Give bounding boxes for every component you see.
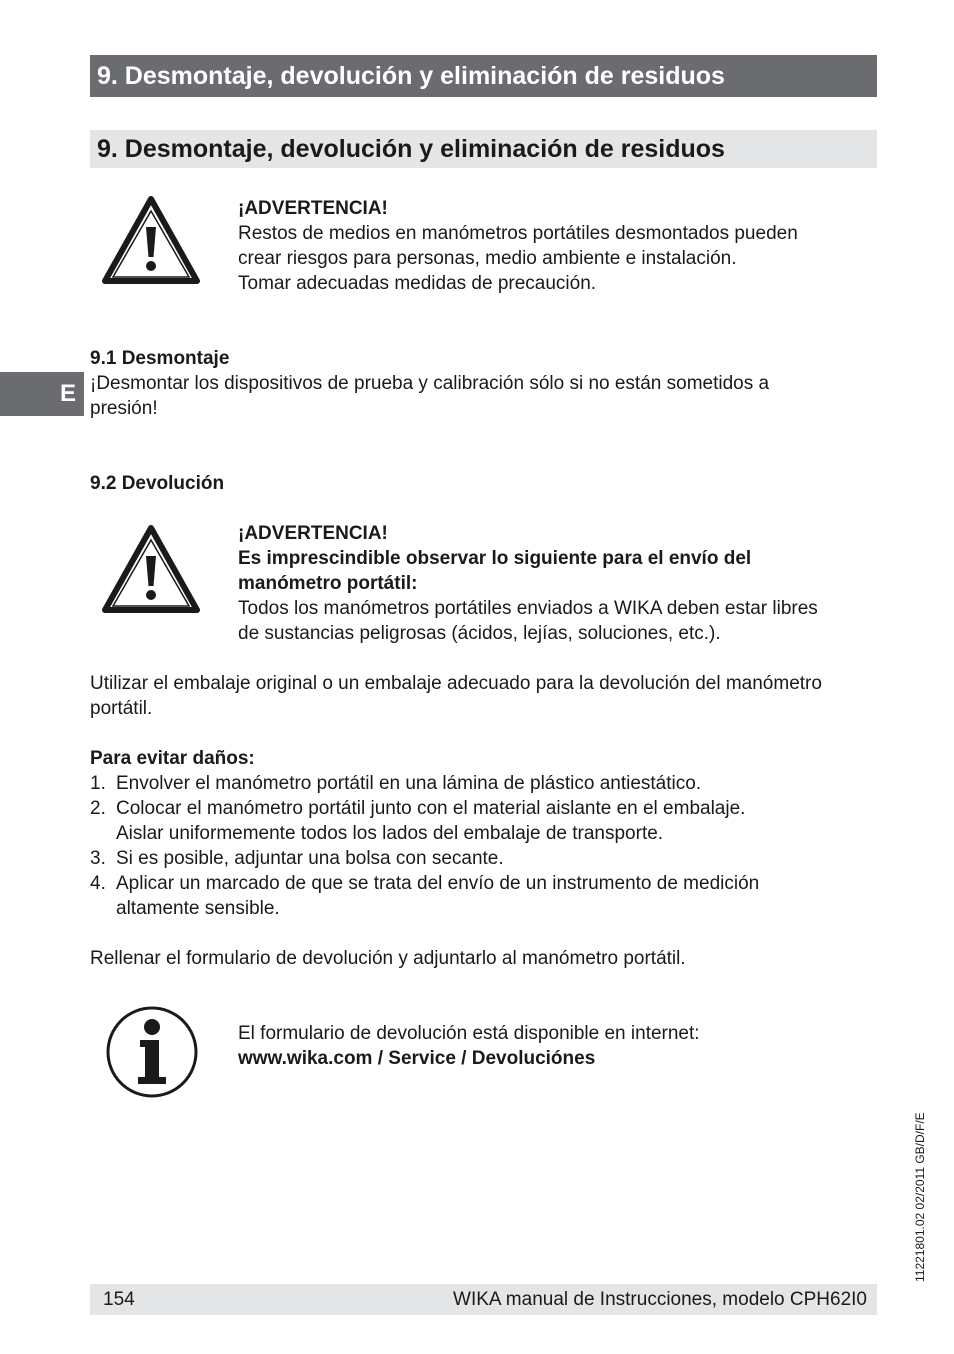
packaging-paragraph [90, 671, 822, 721]
document-code: 11221801.02 02/2011 GB/D/F/E [913, 1112, 927, 1282]
list-text-line: altamente sensible. [116, 898, 280, 919]
desmontaje-section [90, 346, 769, 421]
warning-bold-line: Es imprescindible observar lo siguiente para el envío del [238, 548, 752, 569]
warning-block-1 [238, 196, 798, 296]
list-item [90, 796, 759, 846]
language-tab: E [0, 372, 84, 416]
warning-triangle-icon [101, 193, 201, 293]
section-title: 9. Desmontaje, devolución y eliminación de residuos [90, 130, 877, 168]
warning-text-line: Todos los manómetros portátiles enviados a WIKA deben estar libres [238, 598, 818, 619]
warning-bold-line: manómetro portátil: [238, 573, 418, 594]
list-number: 4. [90, 873, 106, 894]
warning-heading: ¡ADVERTENCIA! [238, 523, 388, 544]
list-item [90, 871, 759, 921]
form-note: Rellenar el formulario de devolución y adjuntarlo al manómetro portátil. [90, 948, 686, 969]
list-text-line: Colocar el manómetro portátil junto con el material aislante en el embalaje. [116, 798, 746, 819]
body-text-line: Utilizar el embalaje original o un embalaje adecuado para la devolución del manómetro [90, 673, 822, 694]
list-text-line: Aplicar un marcado de que se trata del envío de un instrumento de medición [116, 873, 760, 894]
info-block [238, 1021, 700, 1071]
list-text-line: Envolver el manómetro portátil en una lámina de plástico antiestático. [116, 773, 702, 794]
warning-block-2 [238, 521, 818, 646]
body-text-line: presión! [90, 398, 158, 419]
damage-steps-list [90, 771, 759, 921]
warning-heading: ¡ADVERTENCIA! [238, 198, 388, 219]
info-icon [102, 1002, 202, 1102]
body-text-line: portátil. [90, 698, 153, 719]
footer-title: WIKA manual de Instrucciones, modelo CPH62I0 [453, 1289, 867, 1310]
subsection-heading: 9.2 Devolución [90, 473, 225, 494]
page-number: 154 [103, 1289, 135, 1310]
list-item [90, 846, 759, 871]
warning-text-line: de sustancias peligrosas (ácidos, lejías, soluciones, etc.). [238, 623, 721, 644]
list-number: 1. [90, 773, 106, 794]
list-text-line: Aislar uniformemente todos los lados del embalaje de transporte. [116, 823, 664, 844]
chapter-header: 9. Desmontaje, devolución y eliminación de residuos [90, 55, 877, 97]
warning-triangle-icon [101, 522, 201, 622]
list-text-line: Si es posible, adjuntar una bolsa con secante. [116, 848, 504, 869]
warning-text-line: crear riesgos para personas, medio ambiente e instalación. [238, 248, 737, 269]
list-item [90, 771, 759, 796]
subsection-heading: 9.1 Desmontaje [90, 348, 230, 369]
info-link[interactable]: www.wika.com / Service / Devoluciónes [238, 1048, 596, 1069]
warning-text-line: Tomar adecuadas medidas de precaución. [238, 273, 597, 294]
body-text-line: ¡Desmontar los dispositivos de prueba y calibración sólo si no están sometidos a [90, 373, 770, 394]
damage-heading: Para evitar daños: [90, 748, 255, 769]
info-text: El formulario de devolución está disponible en internet: [238, 1023, 700, 1044]
warning-text-line: Restos de medios en manómetros portátiles desmontados pueden [238, 223, 798, 244]
list-number: 2. [90, 798, 106, 819]
list-number: 3. [90, 848, 106, 869]
footer [90, 1284, 877, 1315]
